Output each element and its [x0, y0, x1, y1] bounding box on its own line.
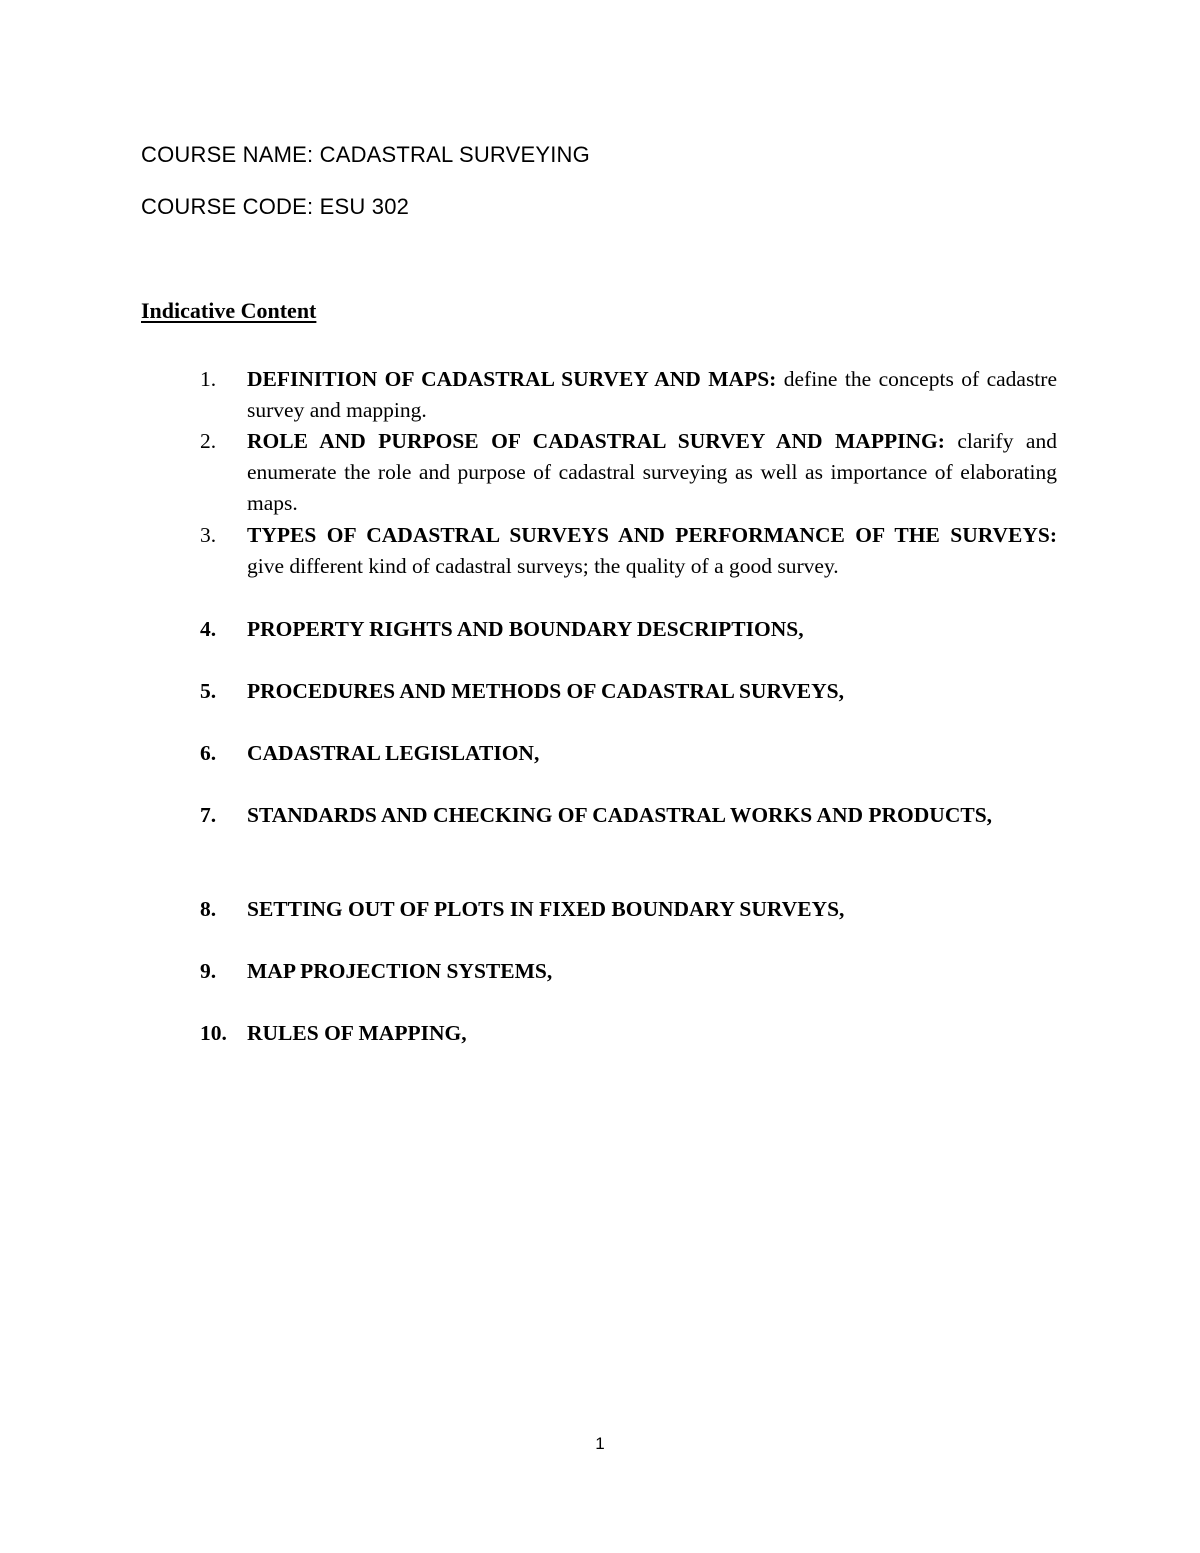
course-name: COURSE NAME: CADASTRAL SURVEYING: [141, 142, 590, 167]
list-item-title: CADASTRAL LEGISLATION,: [247, 741, 540, 765]
list-item-number: 3.: [200, 523, 217, 547]
list-item-title: DEFINITION OF CADASTRAL SURVEY AND MAPS:: [247, 367, 777, 391]
list-item-title: RULES OF MAPPING,: [247, 1021, 467, 1045]
list-item-number: 2.: [200, 429, 217, 453]
list-item-number: 1.: [200, 367, 217, 391]
list-item-title: PROPERTY RIGHTS AND BOUNDARY DESCRIPTIONS,: [247, 617, 804, 641]
list-item: [200, 676, 1057, 707]
list-item-number: 6.: [200, 741, 217, 765]
page-number: 1: [595, 1434, 605, 1453]
list-item-description: define the concepts of cadastre survey and mapping.: [247, 367, 1057, 422]
list-item-number: 7.: [200, 803, 217, 827]
list-item: [200, 894, 1057, 925]
course-code: COURSE CODE: ESU 302: [141, 194, 410, 219]
list-item-description: clarify and enumerate the role and purpose of cadastral surveying as well as importance of elaborating maps.: [247, 429, 1057, 515]
list-item: [200, 426, 1057, 519]
list-item-title: STANDARDS AND CHECKING OF CADASTRAL WORKS AND PRODUCTS,: [247, 803, 993, 827]
list-item-title: PROCEDURES AND METHODS OF CADASTRAL SURVEYS,: [247, 679, 844, 703]
list-item-description: give different kind of cadastral surveys; the quality of a good survey.: [247, 554, 839, 578]
list-item: [200, 800, 1057, 831]
list-item-number: 9.: [200, 959, 217, 983]
list-item: [200, 1018, 1057, 1049]
list-item-number: 10.: [200, 1021, 227, 1045]
list-item-number: 8.: [200, 897, 217, 921]
list-item-number: 4.: [200, 617, 217, 641]
list-item: [200, 614, 1057, 645]
list-item-number: 5.: [200, 679, 217, 703]
list-item-title: ROLE AND PURPOSE OF CADASTRAL SURVEY AND MAPPING:: [247, 429, 945, 453]
list-item-title: TYPES OF CADASTRAL SURVEYS AND PERFORMANCE OF THE SURVEYS:: [247, 523, 1057, 547]
list-item: [200, 520, 1057, 582]
list-item-title: SETTING OUT OF PLOTS IN FIXED BOUNDARY SURVEYS,: [247, 897, 845, 921]
list-item: [200, 364, 1057, 426]
list-item: [200, 738, 1057, 769]
list-item-title: MAP PROJECTION SYSTEMS,: [247, 959, 553, 983]
list-item: [200, 956, 1057, 987]
section-heading: Indicative Content: [141, 298, 317, 323]
